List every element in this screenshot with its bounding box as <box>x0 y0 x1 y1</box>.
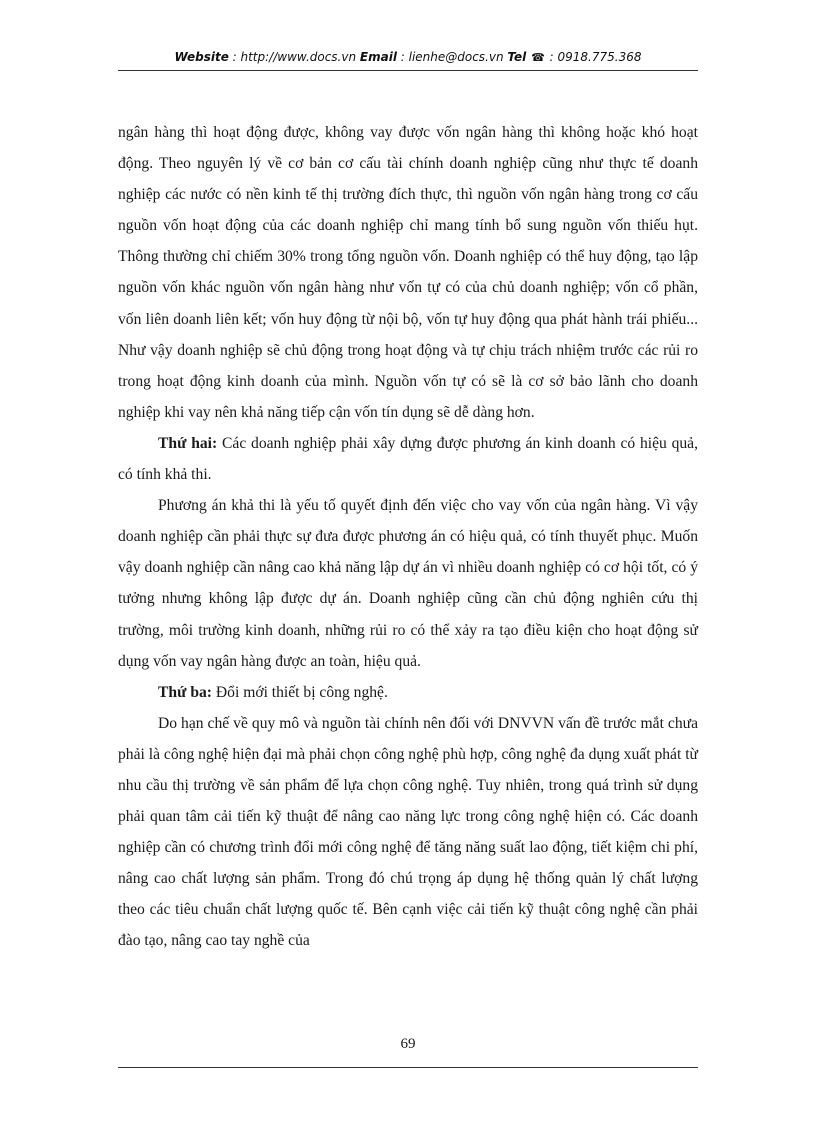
phone-icon: ☎ <box>531 51 545 64</box>
document-body <box>118 117 698 957</box>
paragraph-3: Phương án khả thi là yếu tố quyết định đến việc cho vay vốn của ngân hàng. Vì vậy doanh nghiệp cần phải thực sự đưa được phương án có hiệu quả, có tính thuyết phục. Muốn vậy doanh nghiệp cần nâng cao khả năng lập dự án vì nhiều doanh nghiệp có cơ hội tốt, có ý tưởng nhưng không lập được dự án. Doanh nghiệp cũng cần chủ động nghiên cứu thị trường, môi trường kinh doanh, những rủi ro có thể xảy ra tạo điều kiện cho hoạt động sử dụng vốn vay ngân hàng được an toàn, hiệu quả. <box>118 497 698 670</box>
page-number: 69 <box>400 1036 416 1052</box>
paragraph-4-text: Đổi mới thiết bị công nghệ. <box>212 683 388 701</box>
website-label: Website <box>174 50 229 64</box>
page-header <box>118 50 698 64</box>
tel-number: : 0918.775.368 <box>549 50 642 64</box>
paragraph-4 <box>118 677 698 708</box>
paragraph-5: Do hạn chế về quy mô và nguồn tài chính nên đối với DNVVN vấn đề trước mắt chưa phải là công nghệ hiện đại mà phải chọn công nghệ phù hợp, công nghệ đa dụng xuất phát từ nhu cầu thị trường về sản phẩm để lựa chọn công nghệ. Tuy nhiên, trong quá trình sử dụng phải quan tâm cải tiến kỹ thuật để nâng cao năng lực trong công nghệ hiện có. Các doanh nghiệp cần có chương trình đổi mới công nghệ để tăng năng suất lao động, tiết kiệm chi phí, nâng cao chất lượng sản phẩm. Trong đó chú trọng áp dụng hệ thống quản lý chất lượng theo các tiêu chuẩn chất lượng quốc tế. Bên cạnh việc cải tiến kỹ thuật công nghệ cần phải đào tạo, nâng cao tay nghề của <box>118 714 698 950</box>
footer-divider <box>118 1067 698 1068</box>
paragraph-2-label: Thứ hai: <box>158 434 218 452</box>
header-divider <box>118 70 698 71</box>
email-address: : lienhe@docs.vn <box>396 50 508 64</box>
paragraph-4-label: Thứ ba: <box>158 683 212 701</box>
tel-label: Tel <box>507 50 527 64</box>
paragraph-1: ngân hàng thì hoạt động được, không vay được vốn ngân hàng thì không hoặc khó hoạt động. Theo nguyên lý về cơ bản cơ cấu tài chính doanh nghiệp cũng như thực tế doanh nghiệp các nước có nền kinh tế thị trường đích thực, thì nguồn vốn ngân hàng trong cơ cấu nguồn vốn hoạt động của các doanh nghiệp chỉ mang tính bổ sung nguồn vốn thiếu hụt. Thông thường chỉ chiếm 30% trong tổng nguồn vốn. Doanh nghiệp có thể huy động, tạo lập nguồn vốn khác nguồn vốn ngân hàng như vốn tự có của chủ doanh nghiệp; vốn cổ phần, vốn liên doanh liên kết; vốn huy động từ nội bộ, vốn tự huy động qua phát hành trái phiếu... Như vậy doanh nghiệp sẽ chủ động trong hoạt động và tự chịu trách nhiệm trước các rủi ro trong hoạt động kinh doanh của mình. Nguồn vốn tự có sẽ là cơ sở bảo lãnh cho doanh nghiệp khi vay nên khả năng tiếp cận vốn tín dụng sẽ dễ dàng hơn. <box>118 124 698 421</box>
website-url: : http://www.docs.vn <box>228 50 360 64</box>
paragraph-2 <box>118 428 698 490</box>
paragraph-2-text: Các doanh nghiệp phải xây dựng được phương án kinh doanh có hiệu quả, có tính khả thi. <box>118 434 698 484</box>
email-label: Email <box>359 50 397 64</box>
